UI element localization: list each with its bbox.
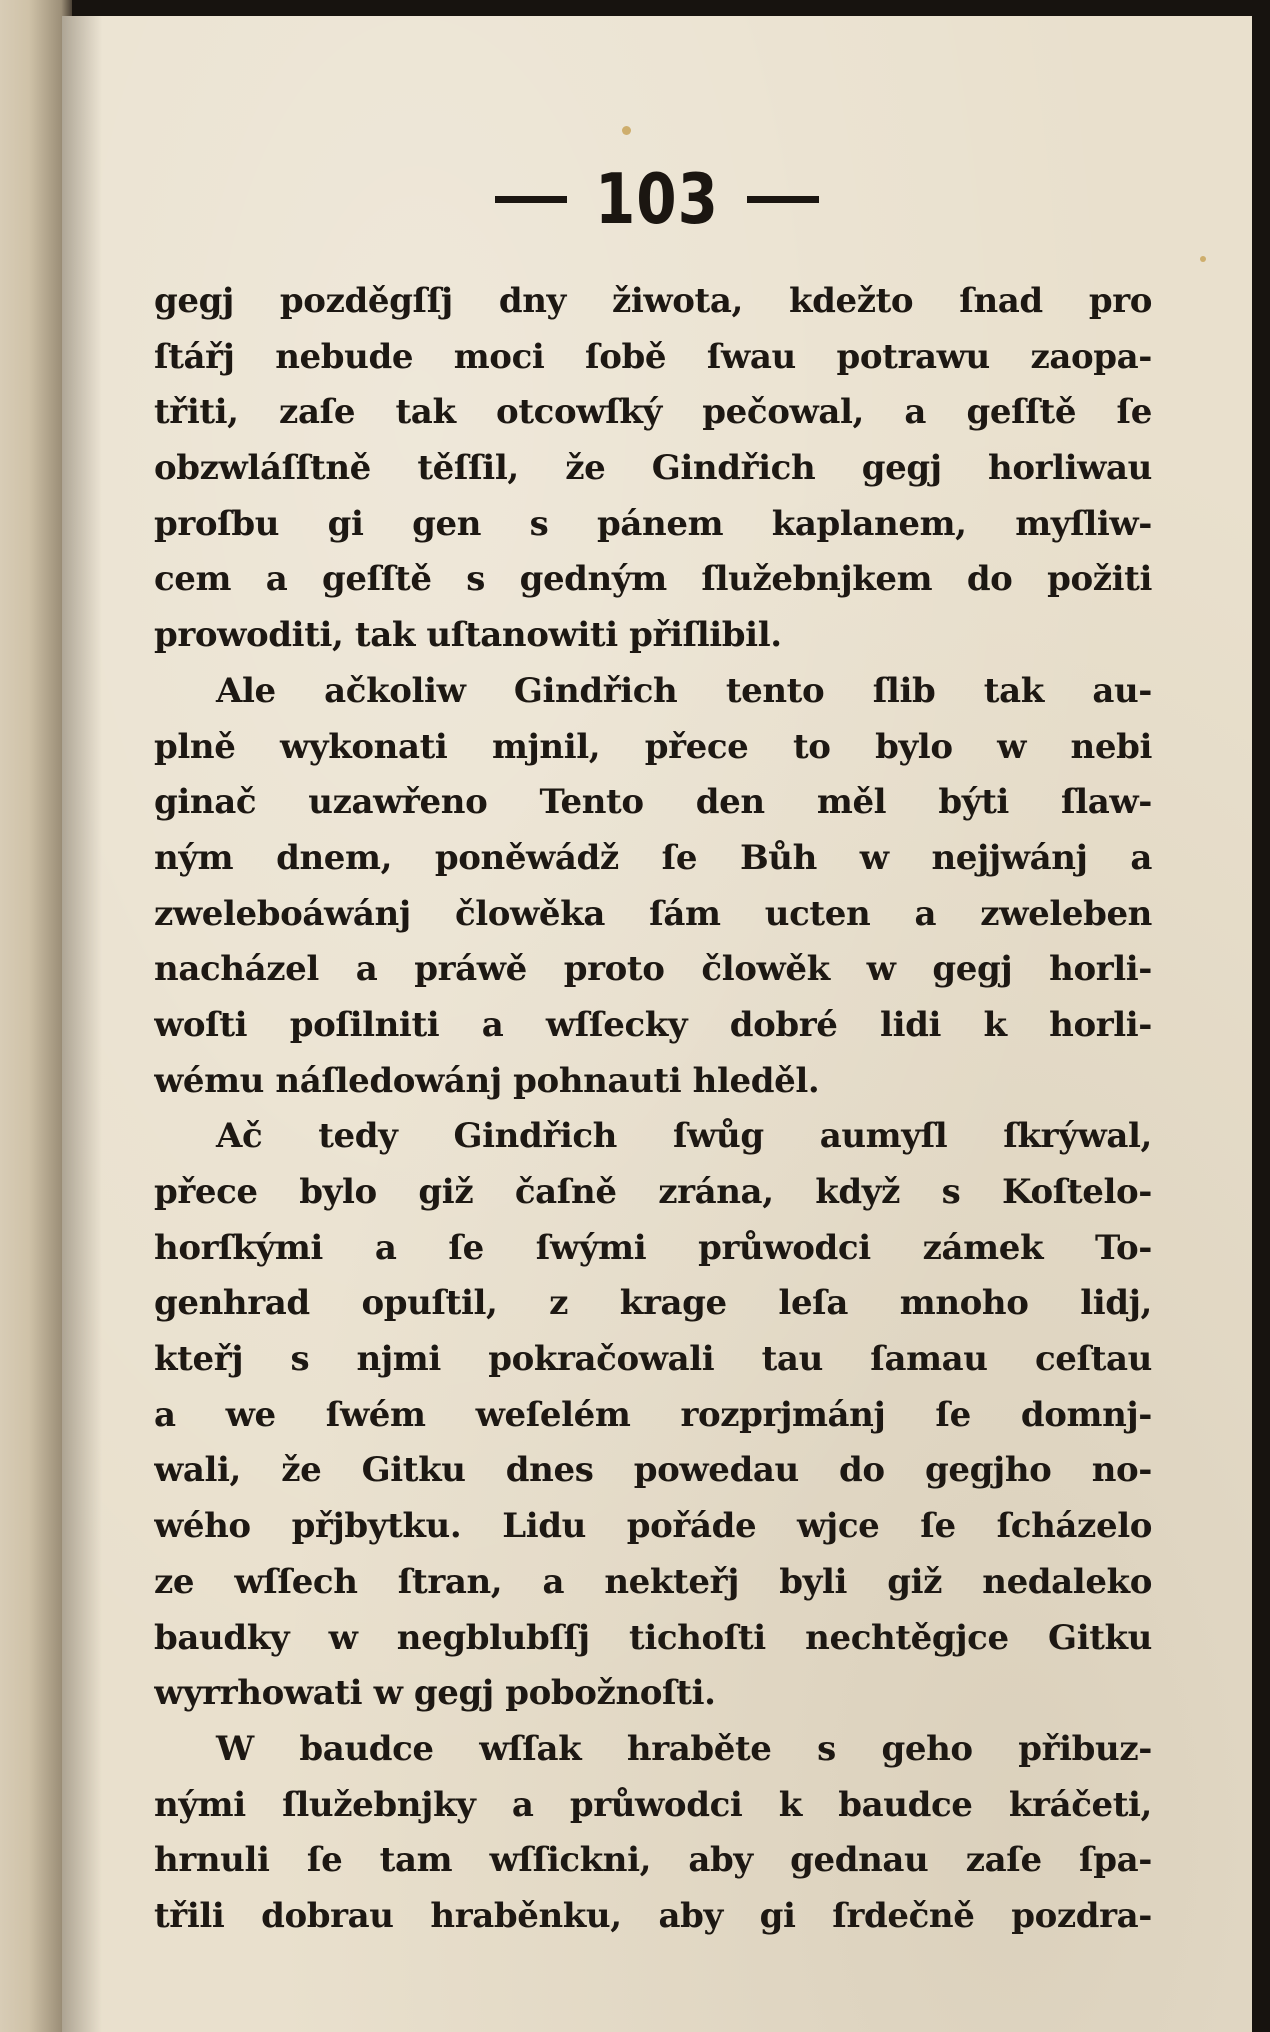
body-text [154,274,1152,1945]
page-header [62,158,1252,240]
text-line: ſtářj nebude moci ſobě ſwau potrawu zaopa- [154,336,1152,377]
text-line: prowoditi, tak uſtanowiti přiſlibil. [154,615,782,656]
text-line: přece bylo giž čaſně zrána, když s Koſtelo- [154,1172,1152,1212]
text-line: kteřj s njmi pokračowali tau ſamau ceſtau [154,1339,1152,1380]
text-line: baudky w negblubſſj tichoſti nechtěgjce Gitku [154,1617,1152,1658]
paragraph-start-line: Ale ačkoliw Gindřich tento ſlib tak au- [216,670,1152,711]
book-page [62,16,1252,2032]
text-line: zweleboáwánj člowěka ſám ucten a zweleben [154,893,1152,934]
paper-stain [622,126,631,135]
text-line: plně wykonati mjnil, přece to bylo w nebi [154,726,1152,767]
text-line: wému náſledowánj pohnauti hleděl. [154,1060,820,1101]
text-line: genhrad opuſtil, z krage leſa mnoho lidj, [154,1283,1152,1324]
text-line: třili dobrau hraběnku, aby gi ſrdečně pozdra- [154,1895,1152,1936]
text-line: proſbu gi gen s pánem kaplanem, myſliw- [154,503,1152,544]
gutter-shadow [62,16,102,2032]
text-line: wého přjbytku. Lidu pořáde wjce ſe ſcházelo [154,1506,1152,1547]
page-number: 103 [594,158,720,240]
text-line: ze wſſech ſtran, a nekteřj byli giž nedaleko [154,1561,1152,1602]
text-line: nacházel a práwě proto člowěk w gegj horli- [154,949,1152,990]
text-line: wyrrhowati w gegj pobožnoſti. [154,1673,716,1714]
header-dash-right [747,196,819,203]
text-line: cem a geſſtě s gedným ſlužebnjkem do požiti [154,559,1152,600]
paper-stain [1200,256,1206,262]
text-line: woſti poſilniti a wſſecky dobré lidi k horli- [154,1004,1152,1045]
text-line: gegj pozděgſſj dny žiwota, kdežto ſnad pro [154,281,1152,321]
paragraph-start-line: W baudce wſſak hraběte s geho přibuz- [216,1728,1152,1769]
text-line: třiti, zaſe tak otcowſký pečowal, a geſſtě ſe [154,392,1152,433]
text-line: hrnuli ſe tam wſſickni, aby gednau zaſe ſpa- [154,1840,1152,1881]
header-dash-left [495,196,567,203]
text-line: ginač uzawřeno Tento den měl býti ſlaw- [154,782,1152,823]
text-line: nými ſlužebnjky a průwodci k baudce kráčeti, [154,1784,1152,1825]
text-line: ným dnem, poněwádž ſe Bůh w nejjwánj a [154,837,1152,878]
text-line: a we ſwém weſelém rozprjmánj ſe domnj- [154,1394,1152,1435]
text-line: obzwláſſtně těſſil, že Gindřich gegj horliwau [154,448,1152,489]
text-line: horſkými a ſe ſwými průwodci zámek To- [154,1227,1152,1268]
paragraph-start-line: Ač tedy Gindřich ſwůg aumyſl ſkrýwal, [216,1116,1152,1157]
text-line: wali, že Gitku dnes powedau do gegjho no- [154,1450,1152,1491]
